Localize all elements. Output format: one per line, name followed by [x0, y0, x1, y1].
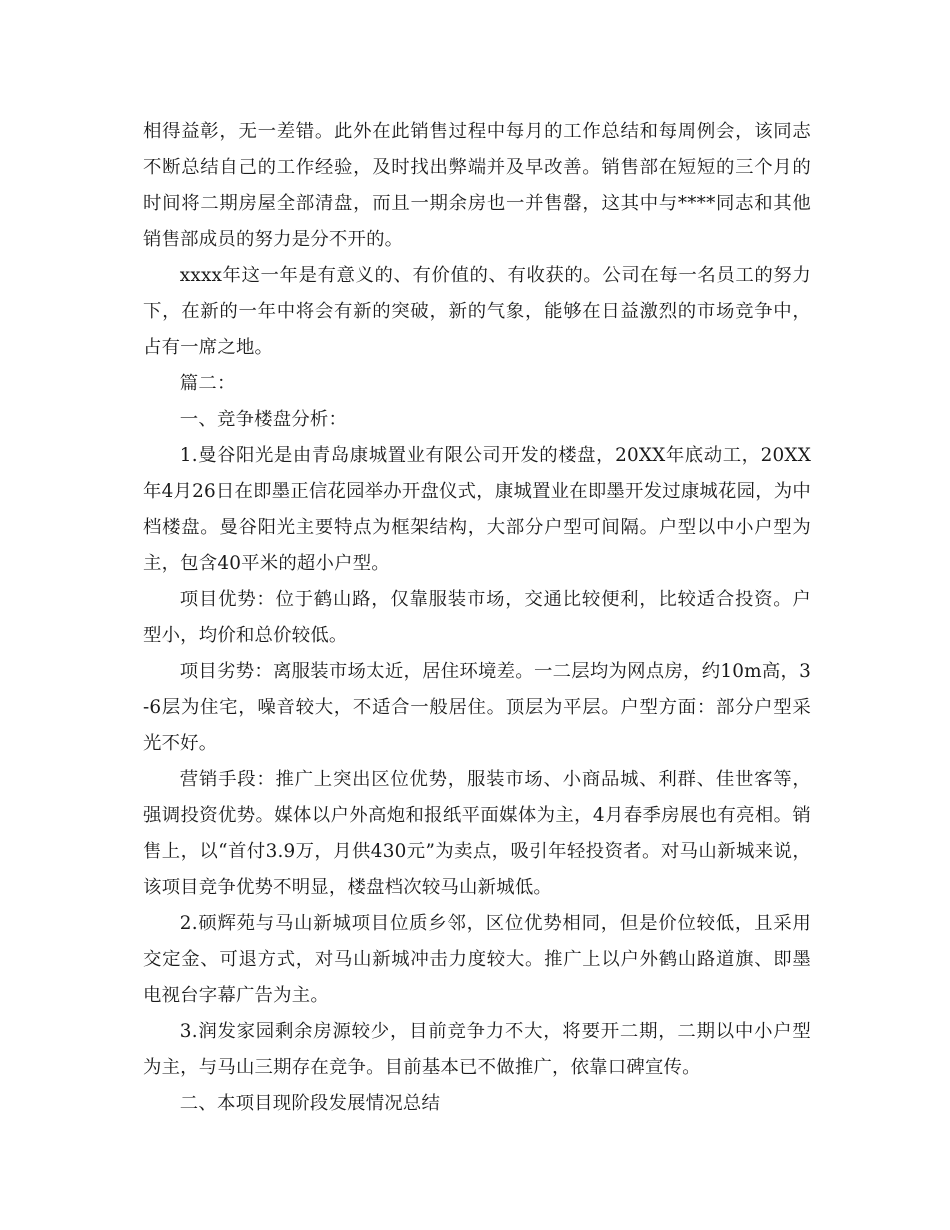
paragraph-year-review: xxxx年这一年是有意义的、有价值的、有收获的。公司在每一名员工的努力下，在新的一年中将会有新的突破，新的气象，能够在日益激烈的市场竞争中，占有一席之地。 [143, 265, 811, 358]
paragraph-competitor-3: 3.润发家园剩余房源较少，目前竞争力不大，将要开二期，二期以中小户型为主，与马山三期存在竞争。目前基本已不做推广，依靠口碑宣传。 [143, 1021, 811, 1078]
paragraph-sales-summary: 相得益彰，无一差错。此外在此销售过程中每月的工作总结和每周例会，该同志不断总结自己的工作经验，及时找出弊端并及早改善。销售部在短短的三个月的时间将二期房屋全部清盘，而且一期余房也一并售罄，这其中与****同志和其他销售部成员的努力是分不开的。 [143, 121, 811, 250]
paragraph-project-disadvantages: 项目劣势：离服装市场太近，居住环境差。一二层均为网点房，约10m高，3-6层为住宅，噪音较大，不适合一般居住。顶层为平层。户型方面：部分户型采光不好。 [143, 661, 811, 754]
paragraph-competitor-1: 1.曼谷阳光是由青岛康城置业有限公司开发的楼盘，20XX年底动工，20XX年4月26日在即墨正信花园举办开盘仪式，康城置业在即墨开发过康城花园，为中档楼盘。曼谷阳光主要特点为框架结构，大部分户型可间隔。户型以中小户型为主，包含40平米的超小户型。 [143, 445, 811, 574]
document-body [143, 114, 811, 1122]
section-heading-project-summary: 二、本项目现阶段发展情况总结 [179, 1093, 441, 1114]
paragraph-project-advantages: 项目优势：位于鹤山路，仅靠服装市场，交通比较便利，比较适合投资。户型小，均价和总价较低。 [143, 589, 811, 646]
section-heading-competitor-analysis: 一、竞争楼盘分析： [179, 409, 348, 430]
paragraph-marketing-methods: 营销手段：推广上突出区位优势，服装市场、小商品城、利群、佳世客等，强调投资优势。媒体以户外高炮和报纸平面媒体为主，4月春季房展也有亮相。销售上，以“首付3.9万，月供430元”为卖点，吸引年轻投资者。对马山新城来说，该项目竞争优势不明显，楼盘档次较马山新城低。 [143, 769, 811, 898]
paragraph-competitor-2: 2.硕辉苑与马山新城项目位质乡邻，区位优势相同，但是价位较低，且采用交定金、可退方式，对马山新城冲击力度较大。推广上以户外鹤山路道旗、即墨电视台字幕广告为主。 [143, 913, 811, 1006]
section-heading-part-two: 篇二： [179, 373, 236, 394]
